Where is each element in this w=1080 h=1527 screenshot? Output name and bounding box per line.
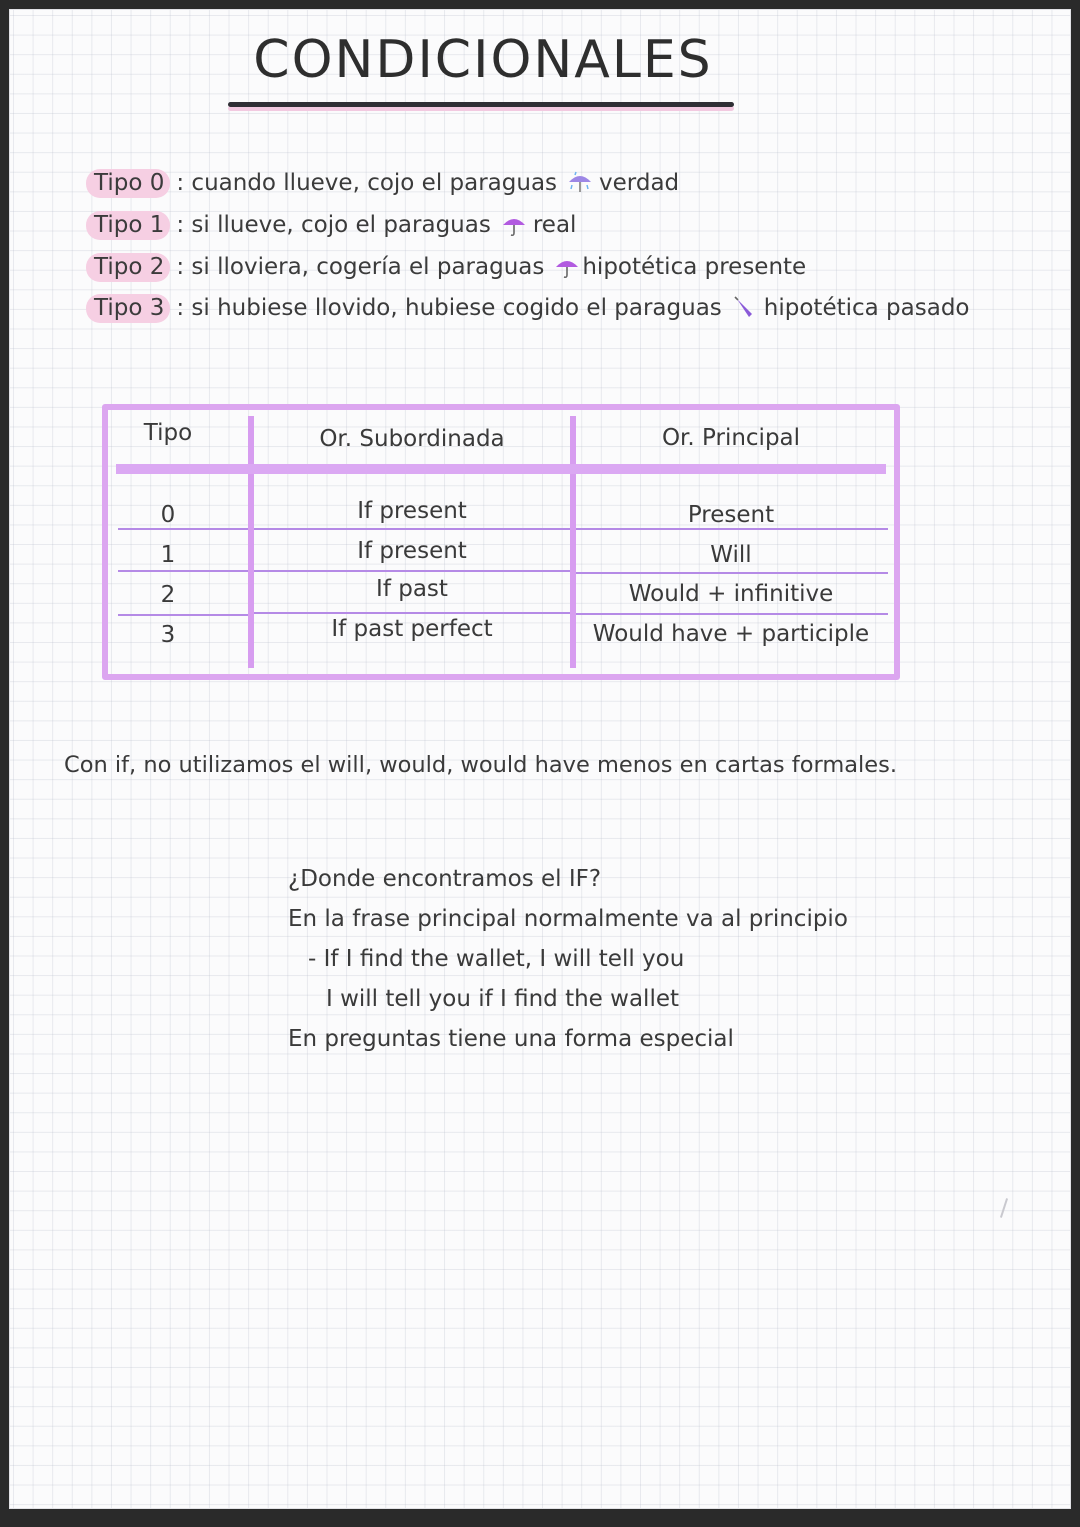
tipo-2-line xyxy=(86,250,806,284)
row-divider xyxy=(118,614,248,616)
example-2: I will tell you if I find the wallet xyxy=(326,986,679,1012)
closed-umbrella-icon xyxy=(732,295,758,321)
cell-subordinada: If present xyxy=(357,538,467,564)
cell-subordinada: If past perfect xyxy=(331,616,493,642)
umbrella-icon xyxy=(501,212,527,238)
cell-principal: Would have + participle xyxy=(592,621,870,647)
tipo-type-label: hipotética presente xyxy=(582,254,807,280)
cell-subordinada: If past xyxy=(376,576,448,602)
conditionals-table xyxy=(102,404,900,680)
tipo-type-label: real xyxy=(532,212,577,238)
cell-principal: Present xyxy=(687,502,775,528)
cell-tipo: 3 xyxy=(160,622,176,648)
umbrella-icon xyxy=(554,254,580,280)
tipo-sentence: : cuando llueve, cojo el paraguas xyxy=(176,170,558,196)
tipo-tag: Tipo 2 xyxy=(86,253,170,282)
tipo-sentence: : si llueve, cojo el paraguas xyxy=(176,212,491,238)
where-line-2: En preguntas tiene una forma especial xyxy=(288,1026,734,1052)
cell-tipo: 2 xyxy=(160,582,176,608)
row-divider xyxy=(118,570,248,572)
cell-principal: Would + infinitive xyxy=(628,581,834,607)
row-divider xyxy=(254,570,570,572)
tipo-type-label: verdad xyxy=(599,170,680,196)
row-divider xyxy=(576,528,888,530)
tipo-3-line xyxy=(86,291,970,325)
tipo-sentence: : si hubiese llovido, hubiese cogido el paraguas xyxy=(176,295,722,321)
page-title: CONDICIONALES xyxy=(253,30,713,90)
cell-tipo: 1 xyxy=(160,542,176,568)
header-subordinada: Or. Subordinada xyxy=(319,426,505,452)
where-question: ¿Donde encontramos el IF? xyxy=(288,866,602,892)
cell-subordinada: If present xyxy=(357,498,467,524)
row-divider xyxy=(576,572,888,574)
row-divider xyxy=(118,528,248,530)
row-divider xyxy=(254,612,570,614)
header-principal: Or. Principal xyxy=(661,425,801,451)
formal-letters-note: Con if, no utilizamos el will, would, would have menos en cartas formales. xyxy=(64,752,898,778)
where-line-1: En la frase principal normalmente va al principio xyxy=(288,906,848,932)
tipo-0-line xyxy=(86,166,679,200)
title-underline xyxy=(228,102,734,107)
tipo-tag: Tipo 3 xyxy=(86,294,170,323)
header-divider xyxy=(116,464,886,474)
tipo-1-line xyxy=(86,208,576,242)
tipo-type-label: hipotética pasado xyxy=(763,295,970,321)
tipo-tag: Tipo 1 xyxy=(86,211,170,240)
umbrella-rain-icon xyxy=(567,170,593,196)
tipo-tag: Tipo 0 xyxy=(86,169,170,198)
header-tipo: Tipo xyxy=(143,420,193,446)
cell-tipo: 0 xyxy=(160,502,176,528)
example-1: - If I find the wallet, I will tell you xyxy=(308,946,685,972)
cell-principal: Will xyxy=(710,542,752,568)
tipo-sentence: : si lloviera, cogería el paraguas xyxy=(176,254,545,280)
row-divider xyxy=(254,528,570,530)
row-divider xyxy=(576,613,888,615)
